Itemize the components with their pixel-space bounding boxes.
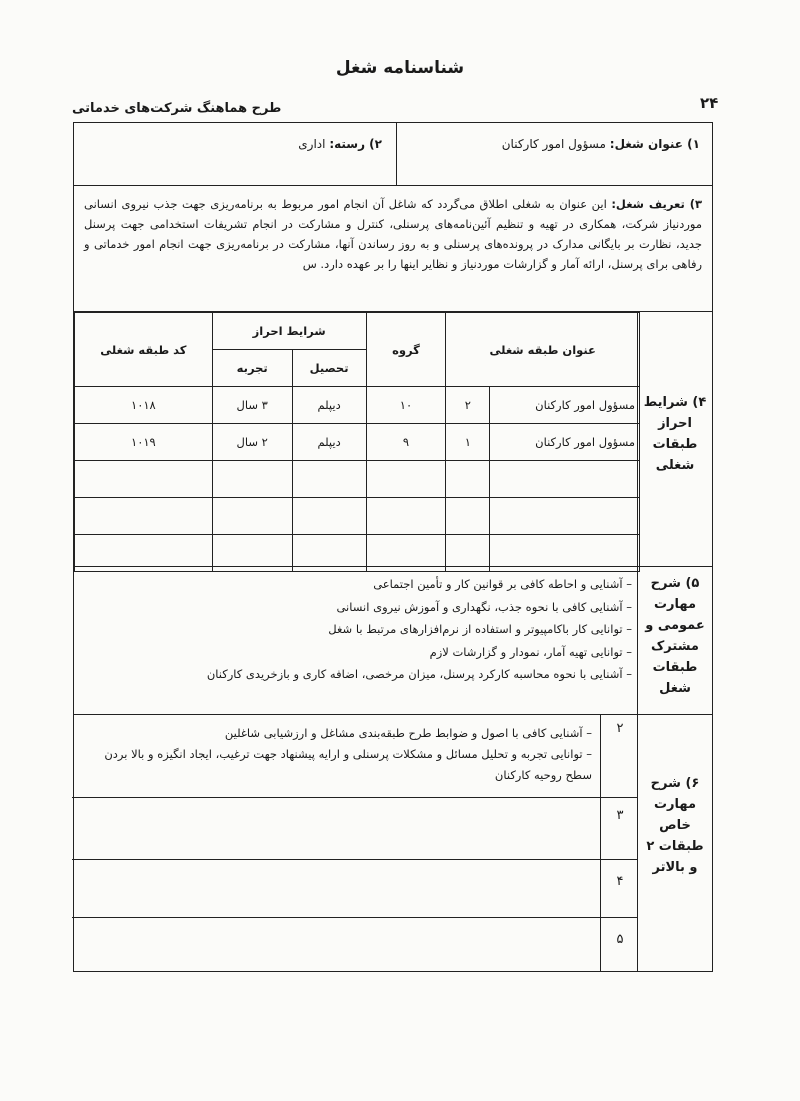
row-title: مسؤول امور کارکنان	[490, 424, 640, 461]
education-header: تحصیل	[292, 350, 366, 387]
group-cell	[298, 137, 382, 151]
table-row-empty	[75, 461, 640, 498]
table-row	[75, 387, 640, 424]
row-code: ۱۰۱۹	[75, 424, 213, 461]
row-education: دیپلم	[292, 424, 366, 461]
row-code: ۱۰۱۸	[75, 387, 213, 424]
side-label-line: ۴) شرایط	[643, 395, 707, 410]
job-title-cell	[502, 137, 700, 151]
level-row	[72, 715, 638, 797]
side-label-line: شغلی	[655, 458, 695, 473]
page-number: ۲۴	[700, 94, 719, 112]
job-title-value: مسؤول امور کارکنان	[501, 137, 606, 151]
level-row	[72, 859, 638, 918]
row-experience: ۳ سال	[212, 387, 292, 424]
list-item: – آشنایی کافی با نحوه جذب، نگهداری و آموزش نیروی انسانی	[92, 596, 632, 619]
level-number: ۲	[616, 721, 624, 736]
side-label-line: مهارت	[653, 597, 697, 612]
list-item: – توانایی کار باکامپیوتر و استفاده از نرم‌افزارهای مرتبط با شغل	[92, 618, 632, 641]
group-label: ۲) رسته:	[329, 137, 382, 151]
series-title: طرح هماهنگ شرکت‌های خدماتی	[72, 101, 282, 116]
side-label-line: احراز	[658, 416, 692, 431]
side-label-line: و بالاتر	[652, 860, 698, 875]
side-label-line: طبقات	[652, 437, 698, 452]
table-row-empty	[75, 498, 640, 535]
general-skills-list	[92, 573, 632, 686]
general-skills-side-label	[638, 573, 712, 699]
conditions-header: شرایط احراز	[212, 313, 366, 350]
level-number: ۴	[616, 874, 624, 889]
table-row	[75, 424, 640, 461]
side-label-line: ۶) شرح	[650, 776, 700, 791]
side-label-line: مشترک	[651, 639, 699, 654]
special-skills-box	[73, 714, 713, 972]
list-item: – آشنایی کافی با اصول و ضوابط طرح طبقه‌بندی مشاغل و ارزشیابی شاغلین	[224, 726, 592, 740]
definition-text	[84, 194, 702, 274]
side-label-line: ۵) شرح	[650, 576, 700, 591]
list-item: – توانایی تهیه آمار، نمودار و گزارشات لازم	[92, 641, 632, 664]
level-number: ۳	[616, 808, 624, 823]
level-row	[72, 797, 638, 860]
row-grade: ۱۰	[366, 387, 446, 424]
definition-body: این عنوان به شغلی اطلاق می‌گردد که شاغل آن انجام امور مربوط به برنامه‌ریزی جهت جذب نیروی انسانی موردنیاز شرکت، همکاری در تهیه و تنظیم آئین‌نامه‌های پرسنلی، کنترل و مشارکت در انجام تشریفات استخدامی جهت پرسنل جدید، نظارت بر بایگانی مدارک در پرونده‌های پرسنلی و به روز رساندن آنها، مشارکت در برنامه‌ریزی جهت انجام امور خدماتی و رفاهی برای پرسنل، ارائه آمار و گزارشات موردنیاز و نظایر اینها را بر عهده دارد. س	[84, 197, 702, 271]
class-title-header: عنوان طبقه شغلی	[446, 313, 640, 387]
general-skills-box	[73, 566, 713, 715]
requirements-box	[73, 311, 713, 567]
side-label-line: خاص	[659, 818, 691, 833]
requirements-table	[74, 312, 640, 572]
side-label-line: مهارت	[653, 797, 697, 812]
definition-label: ۳) تعریف شغل:	[611, 197, 702, 211]
row-level: ۱	[446, 424, 490, 461]
side-label-line: طبقات ۲	[646, 839, 704, 854]
requirements-side-label	[638, 392, 712, 476]
class-code-header: کد طبقه شغلی	[75, 313, 213, 387]
side-label-line: عمومی و	[645, 618, 705, 633]
list-item: – آشنایی و احاطه کافی بر قوانین کار و تأمین اجتماعی	[92, 573, 632, 596]
page-title: شناسنامه شغل	[335, 58, 465, 78]
row-level: ۲	[446, 387, 490, 424]
row-experience: ۲ سال	[212, 424, 292, 461]
side-label-line: طبقات	[652, 660, 698, 675]
experience-header: تجربه	[212, 350, 292, 387]
level-number: ۵	[616, 932, 624, 947]
list-item: – توانایی تجربه و تحلیل مسائل و مشکلات پرسنلی و ارایه پیشنهاد جهت ترغیب، ایجاد انگیزه و بالا بردن سطح روحیه کارکنان	[104, 747, 592, 782]
job-header-box	[73, 122, 713, 186]
special-skills-side-label	[638, 773, 712, 878]
grade-header: گروه	[366, 313, 446, 387]
level-row	[72, 917, 638, 972]
group-value: اداری	[298, 137, 326, 151]
job-title-label: ۱) عنوان شغل:	[609, 137, 700, 151]
row-grade: ۹	[366, 424, 446, 461]
special-skills-grid	[72, 715, 637, 971]
side-label-line: شغل	[659, 681, 691, 696]
row-education: دیپلم	[292, 387, 366, 424]
level-items	[80, 723, 592, 786]
list-item: – آشنایی با نحوه محاسبه کارکرد پرسنل، میزان مرخصی، اضافه کاری و بازخریدی کارکنان	[92, 663, 632, 686]
definition-box	[73, 185, 713, 312]
row-title: مسؤول امور کارکنان	[490, 387, 640, 424]
